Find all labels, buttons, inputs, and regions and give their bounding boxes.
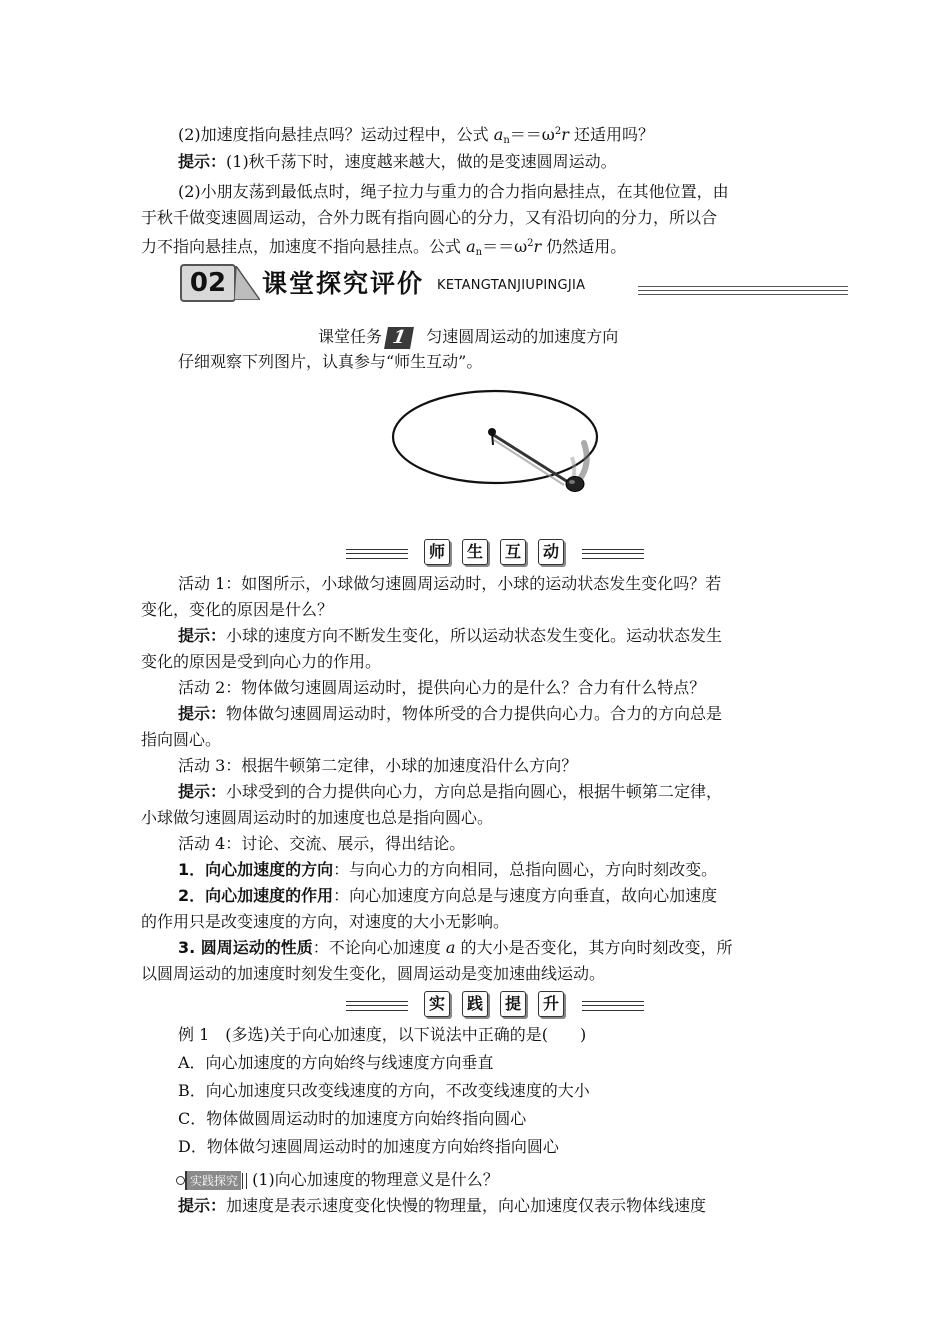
- hint-3-line2: 小球做匀速圆周运动时的加速度也总是指向圆心。: [141, 808, 494, 827]
- conclusion-2-line1: 2．向心加速度的作用：向心加速度方向总是与速度方向垂直，故向心加速度: [178, 886, 718, 905]
- divider-teacher-student: [346, 539, 646, 569]
- example-stem: 例 1 (多选)关于向心加速度，以下说法中正确的是( ): [178, 1025, 587, 1044]
- example-option-b: B．向心加速度只改变线速度的方向，不改变线速度的大小: [178, 1081, 590, 1100]
- activity-1-line1: 活动 1：如图所示，小球做匀速圆周运动时，小球的运动状态发生变化吗？若: [178, 574, 722, 593]
- hint-2-line1: 提示：物体做匀速圆周运动时，物体所受的合力提供向心力。合力的方向总是: [178, 704, 723, 723]
- conclusion-3-line2: 以圆周运动的加速度时刻发生变化，圆周运动是变加速曲线运动。: [141, 964, 606, 983]
- example-option-a: A．向心加速度的方向始终与线速度方向垂直: [178, 1053, 494, 1072]
- section-banner: [180, 262, 848, 302]
- banner-triangle-icon: [234, 266, 260, 300]
- example-option-c: C．物体做圆周运动时的加速度方向始终指向圆心: [178, 1109, 527, 1128]
- intro-hint-2-line1: (2)小朋友荡到最低点时，绳子拉力与重力的合力指向悬挂点，在其他位置，由: [178, 182, 729, 201]
- string-line: [492, 434, 568, 482]
- hint-1-line1: 提示：小球的速度方向不断发生变化，所以运动状态发生变化。运动状态发生: [178, 626, 723, 645]
- divider-char: 升: [538, 991, 564, 1017]
- divider-char: 实: [424, 991, 450, 1017]
- section-number: 02: [180, 264, 236, 302]
- divider-lines: [582, 549, 644, 559]
- divider-char: 践: [462, 991, 488, 1017]
- divider-lines: [346, 1001, 408, 1011]
- hint-2-line2: 指向圆心。: [141, 730, 222, 749]
- pivot-point: [488, 428, 496, 436]
- banner-rule: [638, 286, 848, 287]
- circle-bullet-icon: [176, 1176, 185, 1185]
- practice-tag: 实践探究: [185, 1171, 241, 1190]
- practice-explore: [176, 1167, 499, 1187]
- string-blur: [494, 440, 564, 485]
- intro-hint-2-line2: 于秋千做变速圆周运动，合外力既有指向圆心的分力，又有沿切向的分力，所以合: [141, 208, 718, 227]
- observe-instruction: 仔细观察下列图片，认真参与“师生互动”。: [178, 352, 483, 371]
- section-title: 课堂探究评价: [262, 269, 425, 298]
- practice-question: (1)向心加速度的物理意义是什么？: [252, 1170, 499, 1189]
- divider-char: 互: [500, 539, 526, 565]
- divider-char: 动: [538, 539, 564, 565]
- banner-rule: [638, 290, 848, 291]
- ball: [566, 477, 584, 492]
- divider-char: 提: [500, 991, 526, 1017]
- activity-2: 活动 2：物体做匀速圆周运动时，提供向心力的是什么？合力有什么特点？: [178, 678, 706, 697]
- activity-3: 活动 3：根据牛顿第二定律，小球的加速度沿什么方向？: [178, 756, 578, 775]
- intro-question-2: (2)加速度指向悬挂点吗？运动过程中，公式 $a_n==\omega^2r$ 还适用吗？: [178, 125, 654, 146]
- intro-hint-2-line3: 力不指向悬挂点，加速度不指向悬挂点。公式 $a_n==\omega^2r$ 仍然适用。: [141, 237, 627, 258]
- divider-practice-improve: [346, 991, 646, 1021]
- hint-3-line1: 提示：小球受到的合力提供向心力，方向总是指向圆心，根据牛顿第二定律，: [178, 782, 723, 801]
- conclusion-2-line2: 的作用只是改变速度的方向，对速度的大小无影响。: [141, 912, 510, 931]
- double-bar-icon: [242, 1173, 247, 1189]
- section-pinyin: KETANGTANJIUPINGJIA: [437, 278, 586, 293]
- practice-hint: 提示：加速度是表示速度变化快慢的物理量，向心加速度仅表示物体线速度: [178, 1196, 707, 1215]
- divider-char: 生: [462, 539, 488, 565]
- task-number-badge: 1: [384, 327, 414, 349]
- circular-motion-figure: [372, 385, 622, 525]
- conclusion-3-line1: 3. 圆周运动的性质：不论向心加速度 a 的大小是否变化，其方向时刻改变，所: [178, 938, 733, 957]
- activity-1-line2: 变化，变化的原因是什么？: [141, 600, 334, 619]
- banner-rule: [638, 294, 848, 295]
- hint-1-line2: 变化的原因是受到向心力的作用。: [141, 652, 382, 671]
- example-option-d: D．物体做匀速圆周运动时的加速度方向始终指向圆心: [178, 1137, 559, 1156]
- ball-highlight: [569, 480, 575, 484]
- divider-lines: [582, 1001, 644, 1011]
- activity-4: 活动 4：讨论、交流、展示，得出结论。: [178, 834, 466, 853]
- task-heading: 课堂任务 1 匀速圆周运动的加速度方向: [318, 326, 619, 348]
- conclusion-1: 1．向心加速度的方向：与向心力的方向相同，总指向圆心，方向时刻改变。: [178, 860, 718, 879]
- divider-lines: [346, 549, 408, 559]
- divider-char: 师: [424, 539, 450, 565]
- intro-hint-1: 提示：(1)秋千荡下时，速度越来越大，做的是变速圆周运动。: [178, 152, 617, 171]
